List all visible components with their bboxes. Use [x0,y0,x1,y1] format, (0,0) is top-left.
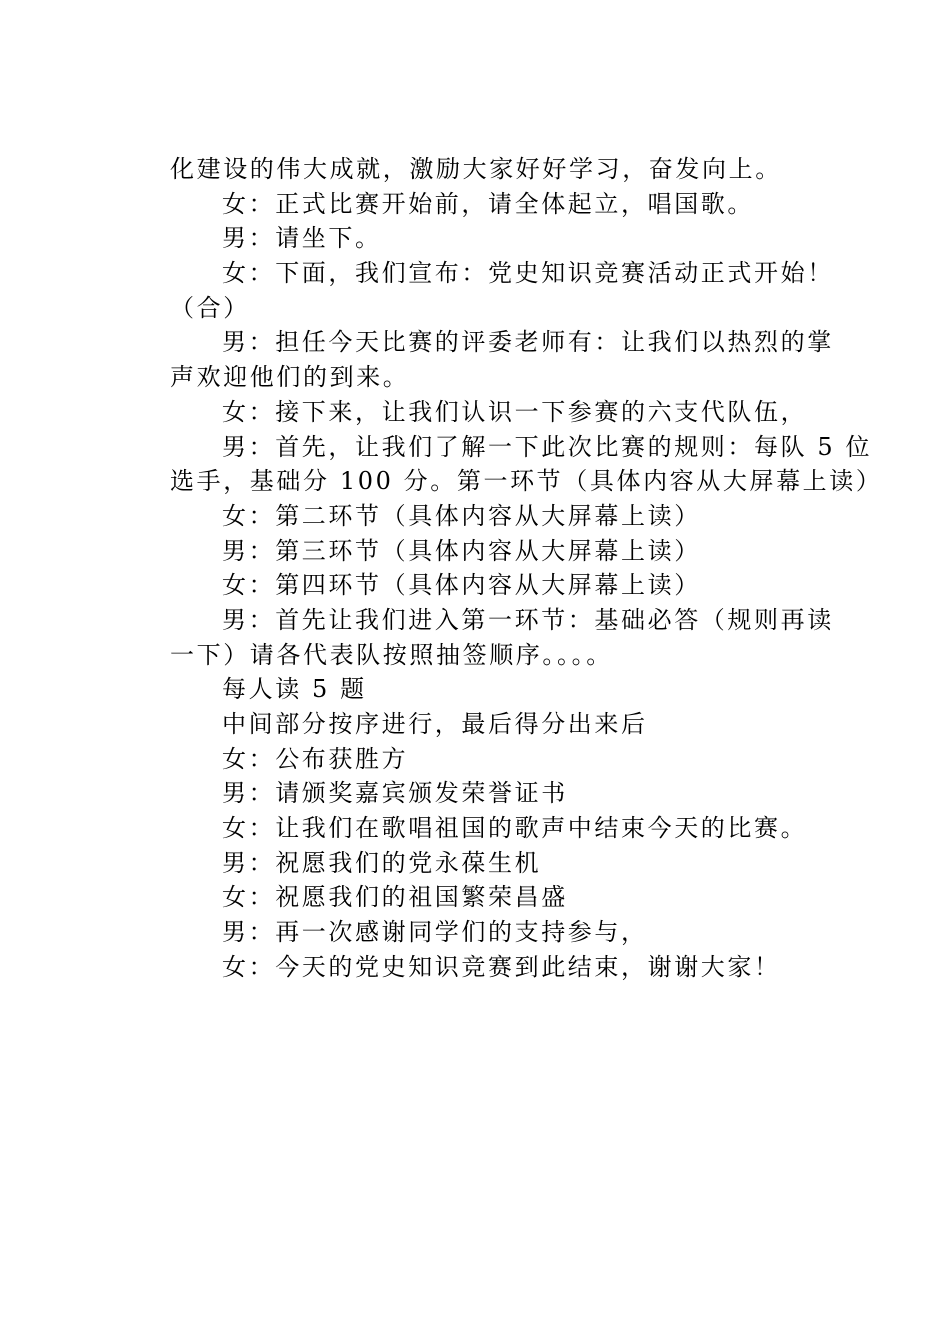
paragraph-line: 女：第二环节（具体内容从大屏幕上读） [222,501,701,530]
paragraph-line: 男：首先让我们进入第一环节：基础必答（规则再读 [222,605,834,634]
paragraph-line: 女：让我们在歌唱祖国的歌声中结束今天的比赛。 [222,814,808,843]
paragraph-line: 女：下面，我们宣布：党史知识竞赛活动正式开始！ [222,259,834,288]
paragraph-line: 每人读 5 题 [222,675,367,704]
paragraph-line: 女：第四环节（具体内容从大屏幕上读） [222,571,701,600]
paragraph-line: 化建设的伟大成就，激励大家好好学习，奋发向上。 [170,155,782,183]
paragraph-line: 女：接下来，让我们认识一下参赛的六支代队伍， [222,397,808,426]
paragraph-line: 男：请坐下。 [222,224,382,253]
paragraph-line: 女：今天的党史知识竞赛到此结束，谢谢大家！ [222,952,781,981]
paragraph-line: 男：担任今天比赛的评委老师有：让我们以热烈的掌 [222,328,834,357]
paragraph-line: 一下）请各代表队按照抽签顺序。。。。 [170,640,613,669]
paragraph-line: 中间部分按序进行，最后得分出来后 [222,710,648,738]
paragraph-line: 男：首先，让我们了解一下此次比赛的规则：每队 5 位 [222,432,873,461]
paragraph-line: 选手，基础分 100 分。第一环节（具体内容从大屏幕上读） [170,467,883,496]
paragraph-line: 女：正式比赛开始前，请全体起立，唱国歌。 [222,189,754,218]
paragraph-line: 男：祝愿我们的党永葆生机 [222,848,542,877]
paragraph-line: 声欢迎他们的到来。 [170,363,410,392]
paragraph-line: 女：公布获胜方 [222,744,409,773]
paragraph-line: （合） [170,293,250,322]
paragraph-line: 男：请颁奖嘉宾颁发荣誉证书 [222,779,568,808]
paragraph-line: 女：祝愿我们的祖国繁荣昌盛 [222,883,568,912]
script-text [170,152,883,985]
paragraph-line: 男：再一次感谢同学们的支持参与， [222,918,648,947]
paragraph-line: 男：第三环节（具体内容从大屏幕上读） [222,536,701,565]
